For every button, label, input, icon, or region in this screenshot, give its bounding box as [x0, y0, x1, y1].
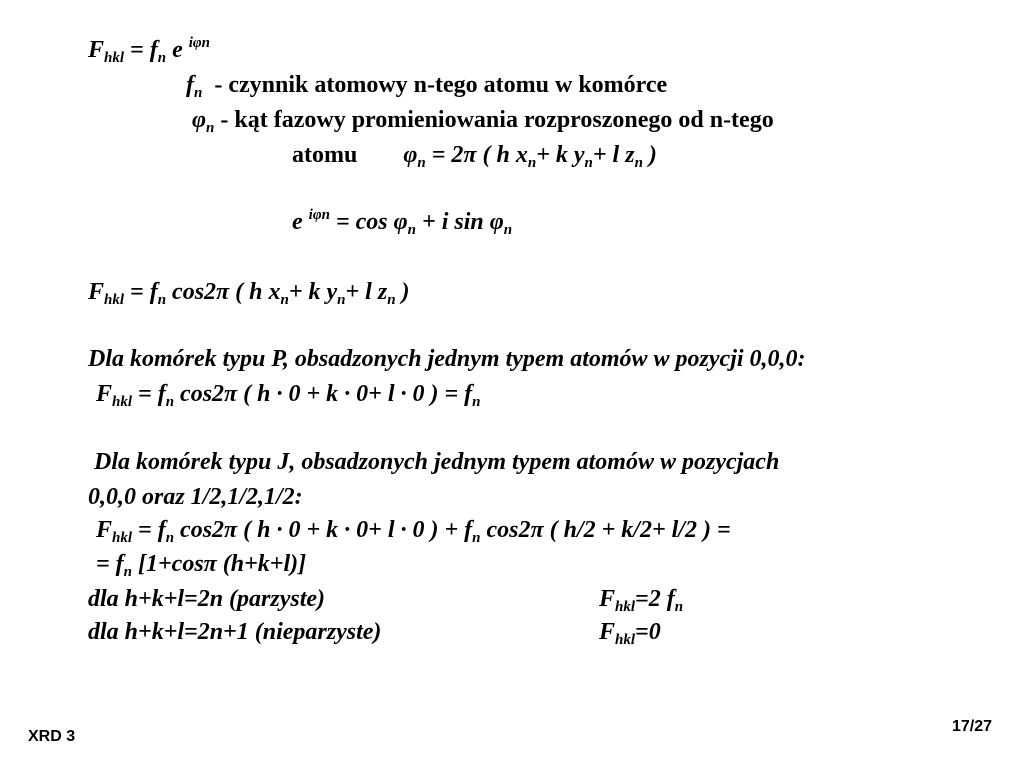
formula-euler: e $^{i\varphi n} = \cos \varphi_n + i$ $\sin \varphi_n$	[292, 207, 513, 238]
condition-even: dla h+k+l=2n (parzyste)	[88, 586, 326, 612]
type-j-formula-2: = $f_n$ [1+cosπ (h+k+l)]	[96, 551, 307, 580]
type-j-description-2: 0,0,0 oraz 1/2,1/2,1/2:	[88, 484, 303, 510]
result-odd: $F_{hkl}=0$	[599, 619, 661, 648]
definition-atomic-factor: $f_n$ - czynnik atomowy n-tego atomu w komórce	[186, 72, 668, 101]
result-even: $F_{hkl}=2$ $f_n$	[599, 586, 684, 615]
formula-phase-angle: atomu $\varphi_n = 2\pi$ ( h $x_n+ k$ $y_n+ l$ $z_n$ )	[292, 142, 657, 171]
condition-odd: dla h+k+l=2n+1 (nieparzyste)	[88, 619, 382, 645]
type-p-formula: $F_{hkl} = f_n$ cos2π ( h · 0 + k · 0+ l · 0 ) = $f_n$	[96, 381, 481, 410]
type-p-description: Dla komórek typu P, obsadzonych jednym typem atomów w pozycji 0,0,0:	[88, 346, 806, 372]
formula-structure-factor-cos: $F_{hkl} = f_n$ cos2π ( h $x_n+ k$ $y_n+ l$ $z_n$ )	[88, 279, 410, 308]
definition-phase-angle: $\varphi_n$ - kąt fazowy promieniowania rozproszonego od n-tego	[192, 107, 774, 136]
page-number: 17/27	[952, 718, 993, 735]
footer-label: XRD 3	[28, 728, 76, 745]
type-j-formula-1: $F_{hkl} = f_n$ cos2π ( h · 0 + k · 0+ l · 0 ) + $f_n$ cos2π ( h/2 + k/2+ l/2 ) =	[96, 517, 731, 546]
formula-structure-factor: $F_{hkl} = f_n$ e $^{i\varphi n}$	[88, 35, 211, 66]
type-j-description-1: Dla komórek typu J, obsadzonych jednym typem atomów w pozycjach	[94, 449, 780, 475]
